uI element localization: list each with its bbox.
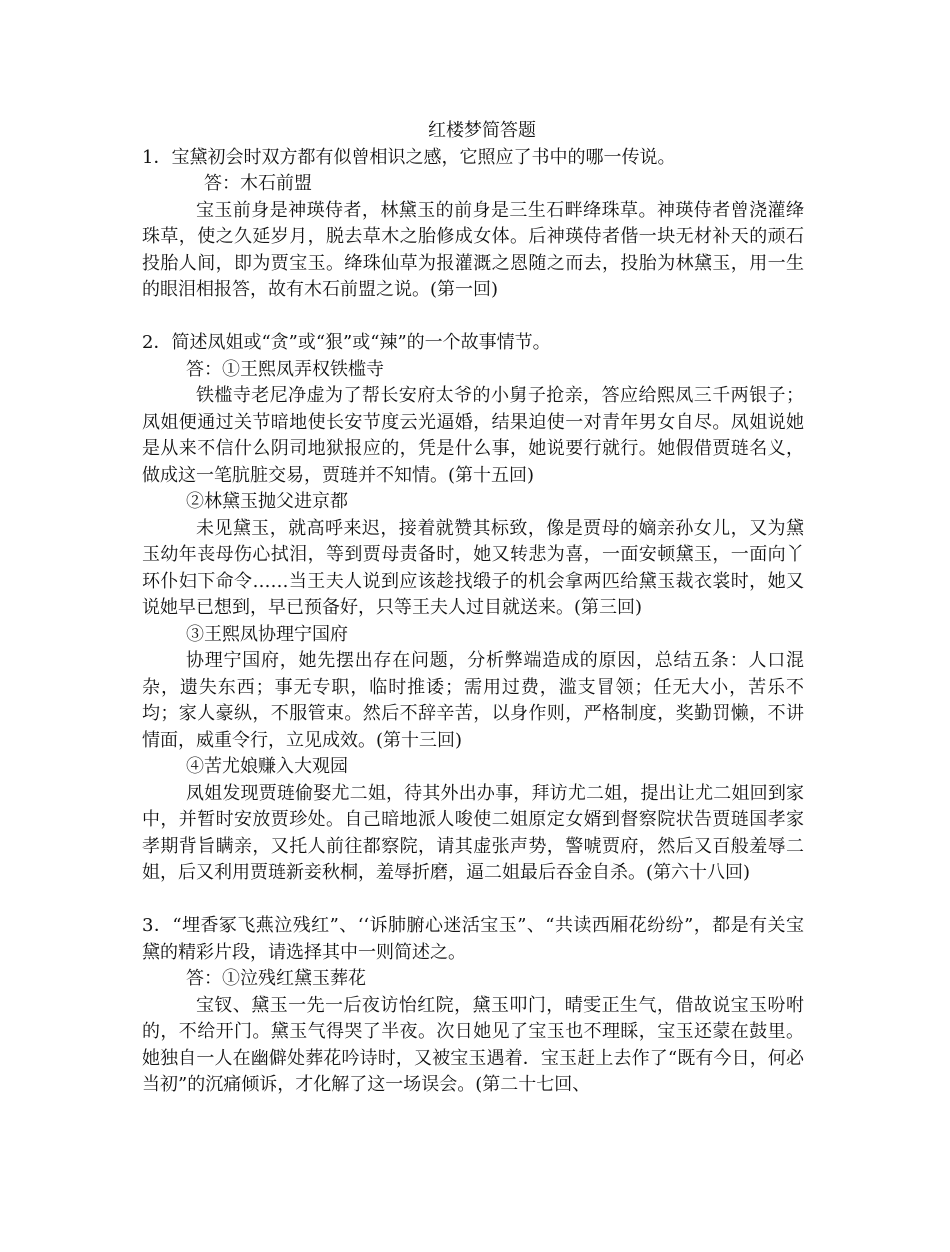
answer-2-paragraph-2: 未见黛玉，就高呼来迟，接着就赞其标致，像是贾母的嫡亲孙女儿，又为黛玉幼年丧母伤心拭泪，等到贾母责备时，她又转悲为喜，一面安顿黛玉，一面向丫环仆妇下命令……当王夫人说到应该趁找缎子的机会拿两匹给黛玉裁衣裳时，她又说她早已想到，早已预备好，只等王夫人过目就送来。(第三回) bbox=[142, 517, 804, 618]
question-1: 1．宝黛初会时双方都有似曾相识之感，它照应了书中的哪一传说。 bbox=[142, 146, 676, 168]
question-2: 2．简述凤姐或“贪”或“狠”或“辣”的一个故事情节。 bbox=[142, 332, 551, 353]
answer-2-sub-4-label: ④苦尤娘赚入大观园 bbox=[186, 756, 348, 777]
answer-3-paragraph-1: 宝钗、黛玉一先一后夜访怡红院，黛玉叩门，晴雯正生气，借故说宝玉吩咐的，不给开门。黛玉气得哭了半夜。次日她见了宝玉也不理睬，宝玉还蒙在鼓里。她独自一人在幽僻处葬花吟诗时，又被宝玉遇着．宝玉赶上去作了“既有今日，何必当初”的沉痛倾诉，才化解了这一场误会。(第二十七回、 bbox=[142, 994, 804, 1095]
answer-3-label: 答：①泣残红黛玉葬花 bbox=[186, 968, 366, 989]
section-gap bbox=[142, 887, 804, 914]
answer-2-paragraph-4: 凤姐发现贾琏偷娶尤二姐，待其外出办事，拜访尤二姐，提出让尤二姐回到家中，并暂时安放贾珍处。自己暗地派人唆使二姐原定女婿到督察院状告贾琏国孝家孝期背旨瞒亲，又托人前往都察院，请其虚张声势，警唬贾府，然后又百般羞辱二姐，后又利用贾琏新妾秋桐，羞辱折磨，逼二姐最后吞金自杀。(第六十八回) bbox=[142, 782, 804, 883]
answer-2-sub-3-label: ③王熙凤协理宁国府 bbox=[186, 623, 348, 645]
answer-1-label: 答：木石前盟 bbox=[204, 173, 312, 194]
question-3: 3．“埋香冢飞燕泣残红”、‘‘诉肺腑心迷活宝玉”、“共读西厢花纷纷”，都是有关宝黛的精彩片段，请选择其中一则简述之。 bbox=[142, 915, 804, 963]
answer-2-sub-2-label: ②林黛玉抛父进京都 bbox=[186, 491, 348, 512]
answer-2-paragraph-3: 协理宁国府，她先摆出存在问题，分析弊端造成的原因，总结五条：人口混杂，遗失东西；事无专职，临时推诿；需用过费，滥支冒领；任无大小，苦乐不均；家人豪纵，不服管束。然后不辞辛苦，以身作则，严格制度，奖勤罚懒，不讲情面，威重令行，立见成效。(第十三回) bbox=[142, 650, 804, 751]
section-gap bbox=[142, 304, 804, 331]
answer-2-label: 答：①王熙凤弄权铁槛寺 bbox=[186, 358, 384, 380]
document-title: 红楼梦简答题 bbox=[428, 120, 536, 141]
answer-2-paragraph-1: 铁槛寺老尼净虚为了帮长安府太爷的小舅子抢亲，答应给熙凤三千两银子；凤姐便通过关节暗地使长安节度云光逼婚，结果迫使一对青年男女自尽。凤姐说她是从来不信什么阴司地狱报应的，凭是什么事，她说要行就行。她假借贾琏名义，做成这一笔肮脏交易，贾琏并不知情。(第十五回) bbox=[142, 385, 804, 486]
answer-1-paragraph: 宝玉前身是神瑛侍者，林黛玉的前身是三生石畔绛珠草。神瑛侍者曾浇灌绛珠草，使之久延岁月，脱去草木之胎修成女体。后神瑛侍者偕一块无材补天的顽石投胎人间，即为贾宝玉。绛珠仙草为报灌溉之恩随之而去，投胎为林黛玉，用一生的眼泪相报答，故有木石前盟之说。(第一回) bbox=[142, 199, 804, 300]
document-body bbox=[142, 118, 804, 1099]
